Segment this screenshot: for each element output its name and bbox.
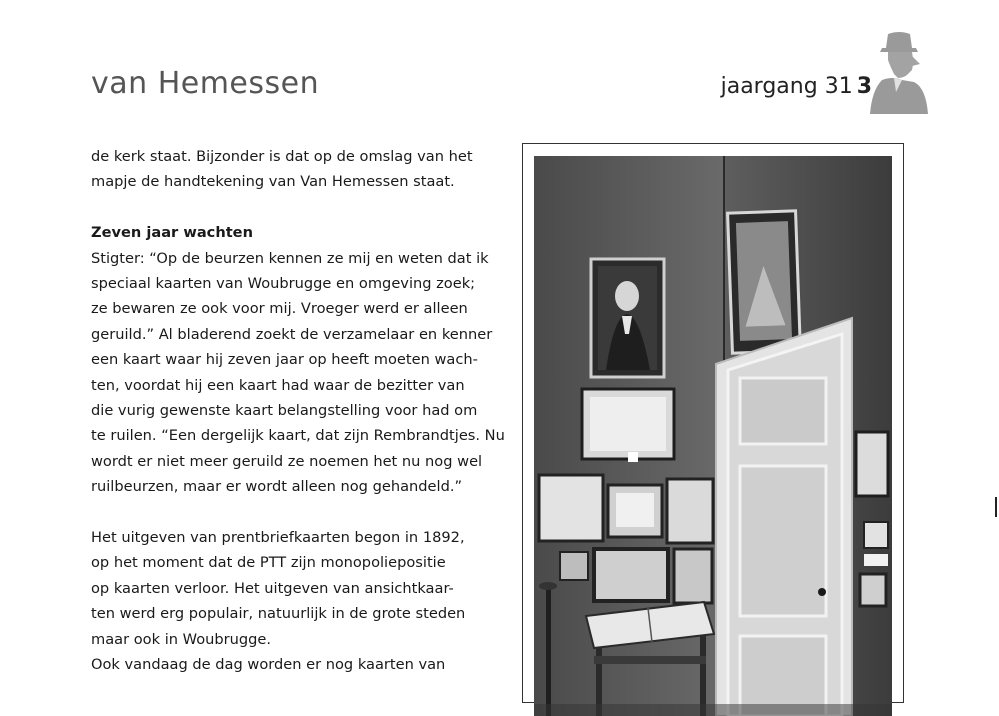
- article-line: wordt er niet meer geruild ze noemen het nu nog wel: [91, 452, 483, 470]
- article-line: ruilbeurzen, maar er wordt alleen nog gehandeld.”: [91, 478, 463, 496]
- article-line: ze bewaren ze ook voor mij. Vroeger werd er alleen: [91, 300, 468, 318]
- article-line: ten, voordat hij een kaart had waar de bezitter van: [91, 376, 465, 394]
- silhouette-logo-icon: [868, 30, 930, 114]
- article-line: te ruilen. “Een dergelijk kaart, dat zijn Rembrandtjes. Nu: [91, 427, 505, 445]
- article-line: Het uitgeven van prentbriefkaarten begon in 1892,: [91, 529, 465, 547]
- room-interior-illustration: [534, 156, 892, 716]
- article-line: op kaarten verloor. Het uitgeven van ansichtkaar-: [91, 579, 454, 597]
- article-line: op het moment dat de PTT zijn monopoliepositie: [91, 554, 446, 572]
- article-body: [91, 144, 505, 678]
- issue-label-group: [721, 74, 872, 99]
- historic-room-photo: [522, 143, 904, 703]
- scrollbar-mark: [995, 497, 997, 517]
- article-line: die vurig gewenste kaart belangstelling voor had om: [91, 402, 478, 420]
- page-title: van Hemessen: [91, 66, 320, 101]
- page-number: 3: [856, 74, 872, 99]
- section-heading: Zeven jaar wachten: [91, 224, 253, 242]
- article-line: maar ook in Woubrugge.: [91, 630, 272, 648]
- article-line: ten werd erg populair, natuurlijk in de grote steden: [91, 605, 466, 623]
- issue-label: jaargang 31: [720, 74, 853, 99]
- article-line: Ook vandaag de dag worden er nog kaarten van: [91, 656, 446, 674]
- article-line: de kerk staat. Bijzonder is dat op de omslag van het: [91, 148, 473, 165]
- article-line: een kaart waar hij zeven jaar op heeft moeten wach-: [91, 351, 478, 369]
- article-line: Stigter: “Op de beurzen kennen ze mij en weten dat ik: [91, 249, 489, 267]
- article-line: geruild.” Al bladerend zoekt de verzamelaar en kenner: [91, 325, 493, 343]
- article-line: speciaal kaarten van Woubrugge en omgeving zoek;: [91, 275, 476, 293]
- article-line: mapje de handtekening van Van Hemessen staat.: [91, 173, 455, 191]
